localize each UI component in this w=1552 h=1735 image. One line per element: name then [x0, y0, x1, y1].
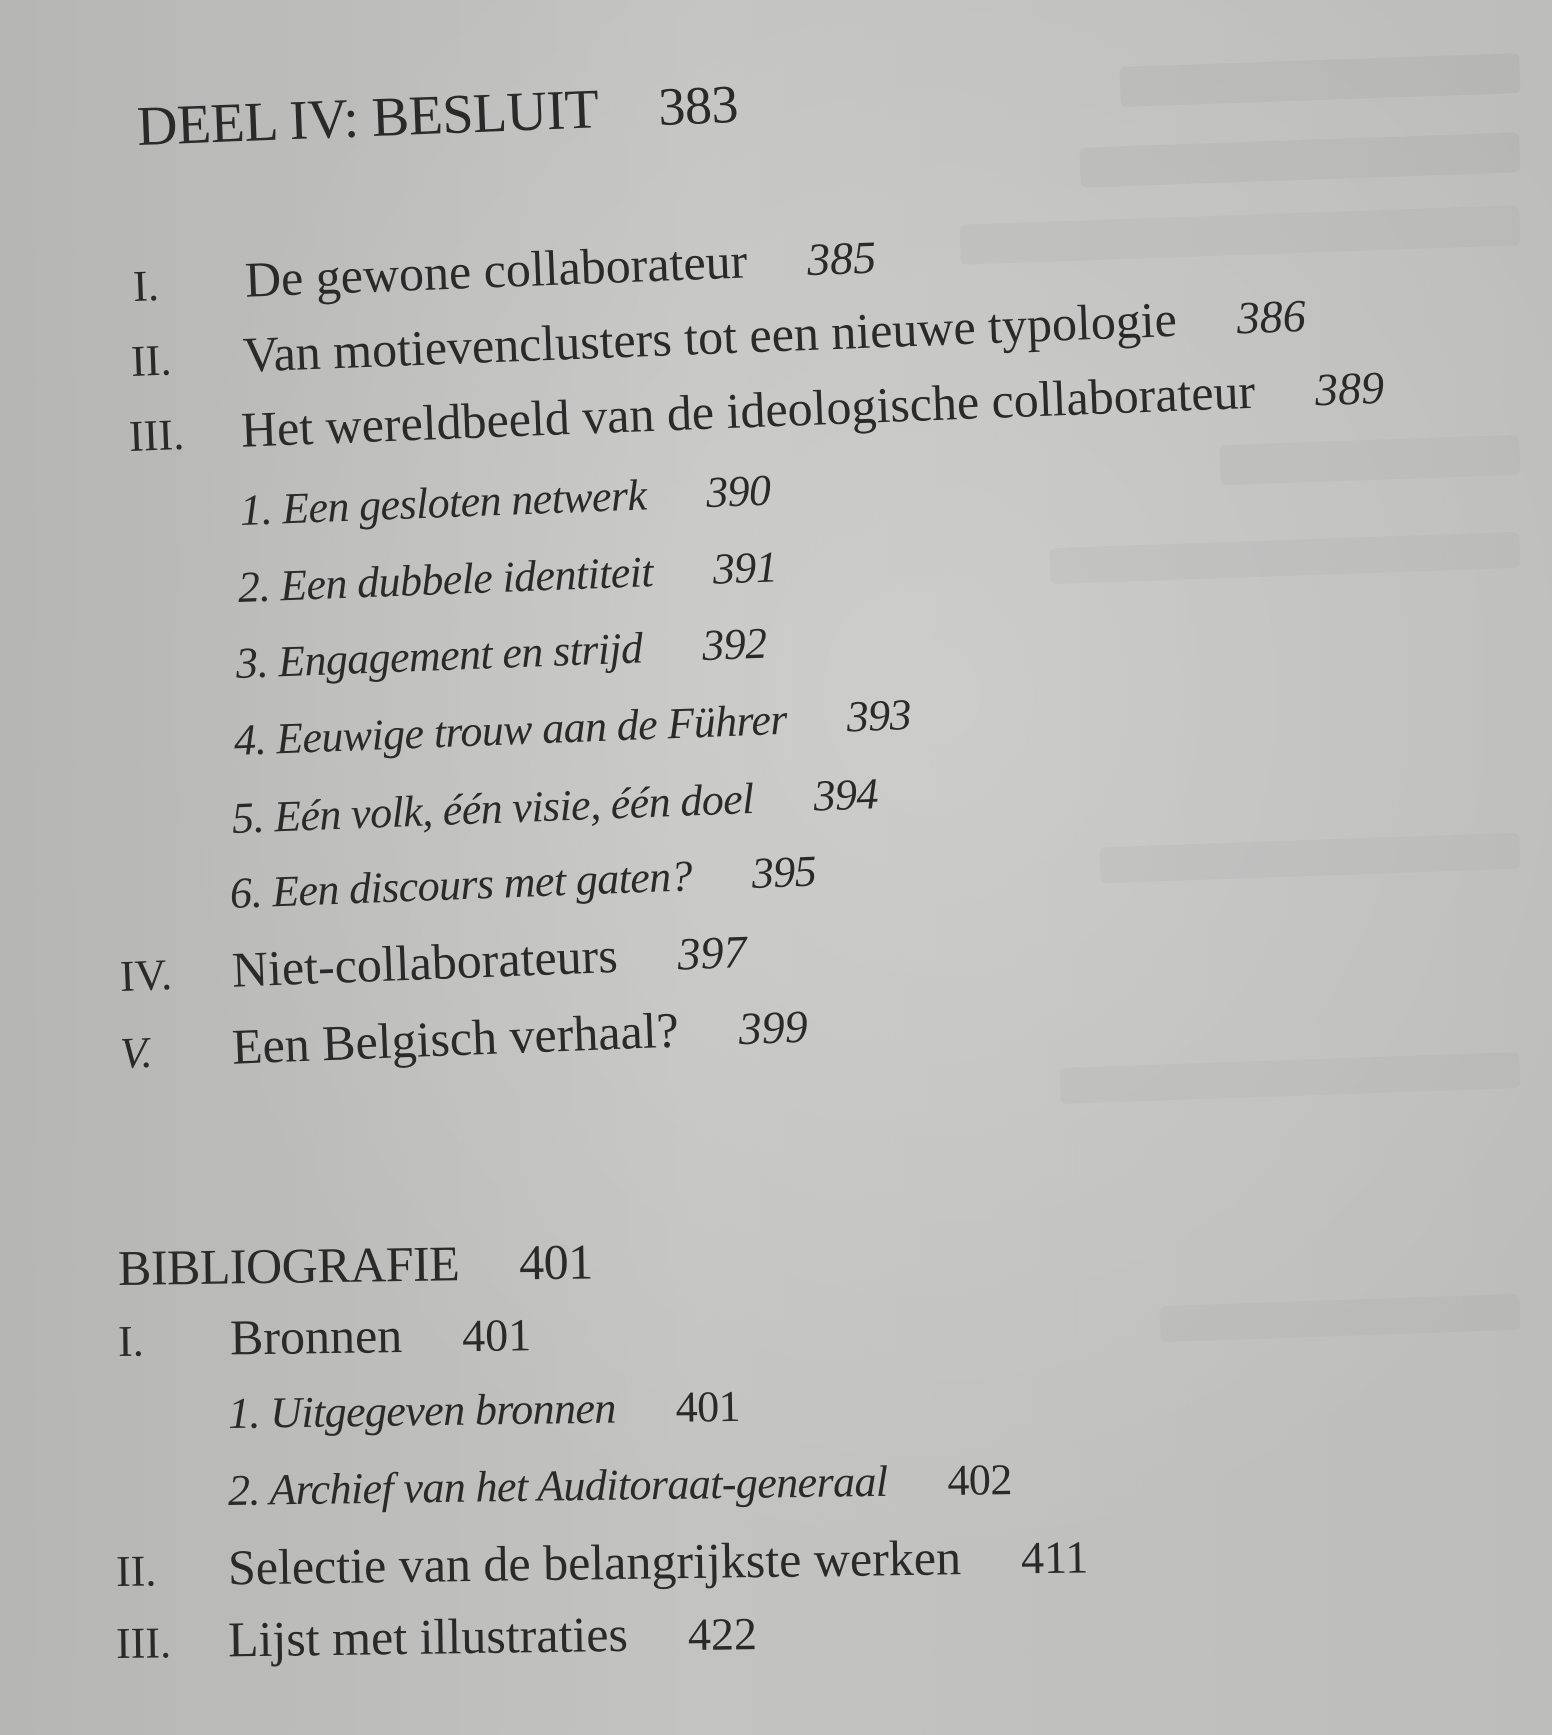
subentry-title: 6. Een discours met gaten? — [229, 851, 693, 918]
bleed-through-texture — [1060, 1052, 1521, 1104]
bleed-through-texture — [1050, 532, 1521, 584]
entry-page-number: 397 — [676, 925, 748, 980]
subentry-title: 2. Archief van het Auditoraat-generaal — [227, 1456, 888, 1515]
subentry-title: 3. Engagement en strijd — [235, 623, 644, 688]
entry-title: Het wereldbeeld van de ideologische collaborateur — [239, 362, 1257, 458]
bleed-through-texture — [959, 205, 1520, 265]
section-heading-deel-iv — [136, 72, 739, 159]
toc-entry — [132, 226, 877, 313]
entry-page-number: 422 — [687, 1608, 758, 1661]
section-heading-bibliografie — [118, 1228, 594, 1299]
toc-subentry — [231, 768, 879, 844]
entry-page-number: 411 — [1020, 1531, 1089, 1584]
subentry-title: 1. Een gesloten netwerk — [239, 470, 648, 535]
entry-numeral: II. — [130, 335, 173, 386]
bleed-through-texture — [1099, 833, 1520, 884]
entry-page-number: 389 — [1314, 361, 1385, 416]
toc-subentry — [228, 1381, 741, 1439]
subentry-page-number: 394 — [812, 769, 879, 821]
entry-page-number: 399 — [737, 1000, 809, 1055]
toc-subentry — [228, 1454, 1012, 1516]
subentry-page-number: 401 — [675, 1381, 741, 1432]
toc-subentry — [239, 465, 771, 536]
toc-entry — [118, 1304, 532, 1368]
entry-title: Bronnen — [229, 1307, 403, 1366]
bleed-through-texture — [1119, 53, 1520, 107]
bleed-through-texture — [1159, 1294, 1520, 1343]
toc-entry — [116, 1603, 758, 1670]
toc-entry — [119, 921, 748, 1003]
entry-title: Niet-collaborateurs — [230, 926, 619, 998]
entry-page-number: 385 — [806, 231, 878, 286]
toc-entry — [116, 1526, 1089, 1598]
entry-numeral: II. — [115, 1546, 157, 1596]
entry-title: Selectie van de belangrijkste werken — [227, 1529, 962, 1596]
entry-title: Een Belgisch verhaal? — [230, 1001, 680, 1075]
entry-page-number: 401 — [461, 1309, 532, 1362]
section-page-number: 401 — [518, 1233, 594, 1291]
toc-entry — [119, 996, 809, 1080]
toc-subentry — [235, 618, 767, 689]
subentry-title: 4. Eeuwige trouw aan de Führer — [233, 694, 788, 765]
subentry-page-number: 402 — [947, 1455, 1012, 1505]
subentry-page-number: 393 — [845, 690, 912, 742]
entry-page-number: 386 — [1235, 289, 1307, 344]
bleed-through-texture — [1079, 132, 1520, 187]
subentry-page-number: 390 — [705, 465, 772, 518]
section-page-number: 383 — [657, 73, 739, 137]
entry-numeral: V. — [119, 1027, 154, 1078]
entry-title: Van motievenclusters tot een nieuwe typologie — [241, 290, 1178, 383]
subentry-title: 2. Een dubbele identiteit — [237, 547, 654, 612]
entry-title: De gewone collaborateur — [243, 232, 749, 308]
section-title: BIBLIOGRAFIE — [117, 1235, 460, 1296]
entry-numeral: I. — [117, 1316, 145, 1366]
entry-numeral: III. — [128, 409, 185, 461]
entry-numeral: III. — [115, 1618, 172, 1668]
subentry-title: 1. Uitgegeven bronnen — [227, 1383, 617, 1438]
toc-subentry — [233, 689, 912, 766]
subentry-page-number: 391 — [711, 542, 778, 594]
subentry-title: 5. Eén volk, één visie, één doel — [231, 773, 755, 843]
bleed-through-texture — [1219, 435, 1520, 485]
section-title: DEEL IV: BESLUIT — [135, 78, 600, 158]
toc-subentry — [237, 541, 778, 613]
entry-numeral: I. — [132, 261, 160, 311]
subentry-page-number: 395 — [750, 846, 817, 898]
entry-numeral: IV. — [119, 950, 173, 1001]
entry-title: Lijst met illustraties — [227, 1605, 629, 1668]
subentry-page-number: 392 — [701, 618, 768, 671]
toc-subentry — [229, 846, 817, 919]
